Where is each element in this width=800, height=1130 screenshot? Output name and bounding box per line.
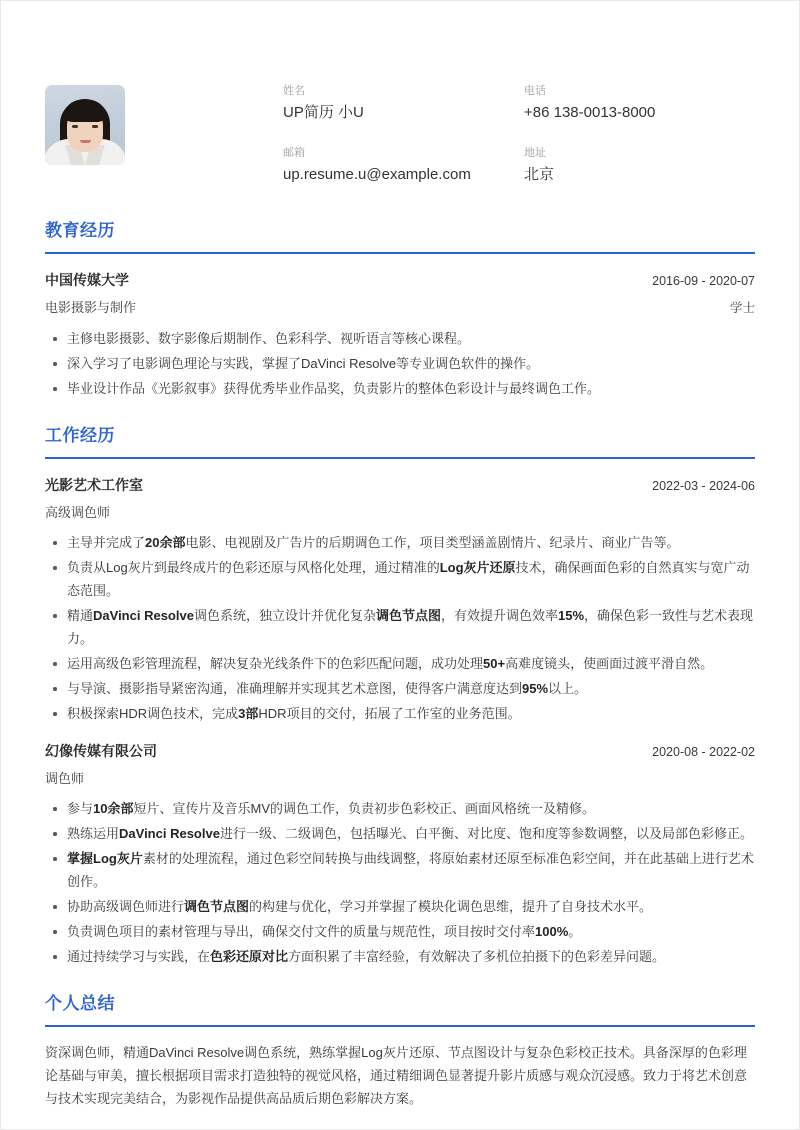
portrait-mouth-icon <box>80 140 91 143</box>
work-entries <box>45 475 755 968</box>
portrait-eye-right-icon <box>92 125 98 128</box>
entry-date-range: 2016-09 - 2020-07 <box>652 274 755 288</box>
entry-role: 电影摄影与制作 <box>45 300 137 315</box>
bullet-item: 与导演、摄影指导紧密沟通，准确理解并实现其艺术意图，使得客户满意度达到95%以上。 <box>45 677 755 700</box>
experience-entry <box>45 741 755 968</box>
contact-field-address <box>524 145 755 185</box>
education-entries <box>45 270 755 400</box>
bullet-item: 精通DaVinci Resolve调色系统，独立设计并优化复杂调色节点图，有效提升调色效率15%，确保色彩一致性与艺术表现力。 <box>45 604 755 650</box>
section-education <box>45 219 755 400</box>
summary-text: 资深调色师，精通DaVinci Resolve调色系统，熟练掌握Log灰片还原、节点图设计与复杂色彩校正技术。具备深厚的色彩理论基础与审美，擅长根据项目需求打造独特的视觉风格，通过精细调色显著提升影片质感与观众沉浸感。致力于将艺术创意与技术实现完美结合，为影视作品提供高品质后期色彩解决方案。 <box>45 1045 748 1106</box>
entry-subheader-row <box>45 298 755 318</box>
avatar-wrapper <box>45 83 125 165</box>
entry-organization: 光影艺术工作室 <box>45 477 143 493</box>
entry-organization: 幻像传媒有限公司 <box>45 743 157 759</box>
bullet-item: 负责调色项目的素材管理与导出，确保交付文件的质量与规范性，项目按时交付率100%。 <box>45 920 755 943</box>
section-title: 工作经历 <box>45 426 115 445</box>
section-title: 教育经历 <box>45 221 115 240</box>
section-title: 个人总结 <box>45 994 115 1013</box>
experience-entry <box>45 270 755 400</box>
field-label: 地址 <box>524 147 546 159</box>
field-value: +86 138-0013-8000 <box>524 104 656 121</box>
entry-date-range: 2020-08 - 2022-02 <box>652 745 755 759</box>
avatar <box>45 85 125 165</box>
section-divider <box>45 252 755 254</box>
contact-field-email <box>283 145 514 185</box>
field-label: 邮箱 <box>283 147 305 159</box>
bullet-item: 负责从Log灰片到最终成片的色彩还原与风格化处理，通过精准的Log灰片还原技术，确保画面色彩的自然真实与宽广动态范围。 <box>45 556 755 602</box>
entry-header-row <box>45 475 755 496</box>
section-divider <box>45 1025 755 1027</box>
bullet-item: 协助高级调色师进行调色节点图的构建与优化，学习并掌握了模块化调色思维，提升了自身技术水平。 <box>45 895 755 918</box>
field-label: 电话 <box>524 85 546 97</box>
bullet-item: 运用高级色彩管理流程，解决复杂光线条件下的色彩匹配问题，成功处理50+高难度镜头，使画面过渡平滑自然。 <box>45 652 755 675</box>
bullet-item: 毕业设计作品《光影叙事》获得优秀毕业作品奖，负责影片的整体色彩设计与最终调色工作。 <box>45 377 755 400</box>
entry-bullet-list <box>45 327 755 400</box>
entry-organization: 中国传媒大学 <box>45 272 129 288</box>
field-value: 北京 <box>524 166 555 183</box>
bullet-item: 深入学习了电影调色理论与实践，掌握了DaVinci Resolve等专业调色软件的操作。 <box>45 352 755 375</box>
entry-bullet-list <box>45 531 755 725</box>
entry-subheader-row <box>45 769 755 788</box>
section-summary <box>45 992 755 1110</box>
entry-subheader-row <box>45 503 755 522</box>
field-value: UP简历 小U <box>283 104 364 121</box>
contact-field-phone <box>524 83 755 123</box>
portrait-eye-left-icon <box>72 125 78 128</box>
resume-header <box>45 45 755 195</box>
entry-header-row <box>45 270 755 291</box>
field-value: up.resume.u@example.com <box>283 166 471 183</box>
field-label: 姓名 <box>283 85 305 97</box>
bullet-item: 参与10余部短片、宣传片及音乐MV的调色工作，负责初步色彩校正、画面风格统一及精修。 <box>45 797 755 820</box>
section-work <box>45 424 755 968</box>
bullet-item: 通过持续学习与实践，在色彩还原对比方面积累了丰富经验，有效解决了多机位拍摄下的色彩差异问题。 <box>45 945 755 968</box>
bullet-item: 主导并完成了20余部电影、电视剧及广告片的后期调色工作，项目类型涵盖剧情片、纪录片、商业广告等。 <box>45 531 755 554</box>
portrait-fringe-icon <box>64 100 106 122</box>
contact-info <box>125 83 755 185</box>
bullet-item: 积极探索HDR调色技术，完成3部HDR项目的交付，拓展了工作室的业务范围。 <box>45 702 755 725</box>
contact-field-name <box>283 83 514 123</box>
bullet-item: 熟练运用DaVinci Resolve进行一级、二级调色，包括曝光、白平衡、对比度、饱和度等参数调整，以及局部色彩修正。 <box>45 822 755 845</box>
entry-date-range: 2022-03 - 2024-06 <box>652 479 755 493</box>
entry-degree: 学士 <box>729 301 755 315</box>
bullet-item: 主修电影摄影、数字影像后期制作、色彩科学、视听语言等核心课程。 <box>45 327 755 350</box>
entry-role: 高级调色师 <box>45 505 111 520</box>
section-divider <box>45 457 755 459</box>
experience-entry <box>45 475 755 725</box>
entry-header-row <box>45 741 755 762</box>
entry-role: 调色师 <box>45 771 85 786</box>
bullet-item: 掌握Log灰片素材的处理流程，通过色彩空间转换与曲线调整，将原始素材还原至标准色彩空间，并在此基础上进行艺术创作。 <box>45 847 755 893</box>
entry-bullet-list <box>45 797 755 968</box>
